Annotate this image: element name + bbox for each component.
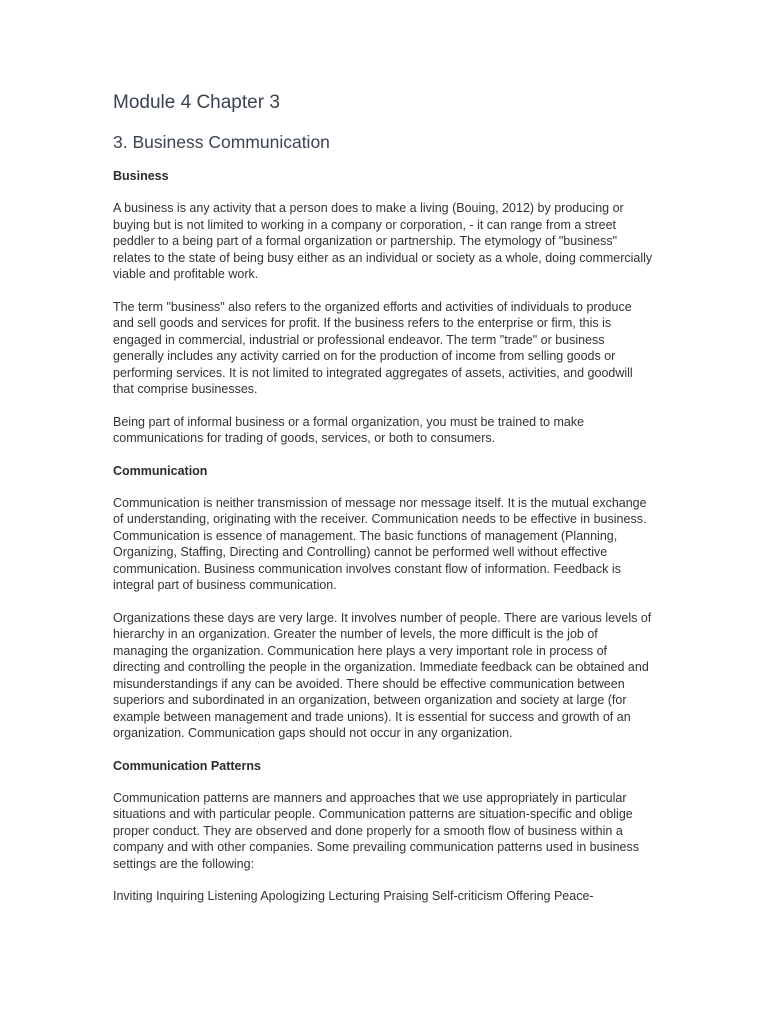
- section-heading-patterns: Communication Patterns: [113, 758, 261, 773]
- section-heading-business: Business: [113, 169, 169, 183]
- patterns-list-line: Inviting Inquiring Listening Apologizing Lecturing Praising Self-criticism Offering Peace-: [113, 889, 594, 903]
- business-paragraph-2: The term "business" also refers to the organized efforts and activities of individuals to produce and sell goods and services for profit. If the business refers to the enterprise or firm, this is engaged in commercial, industrial or professional endeavor. The term "trade" or business generally includes any activity carried on for the production of income from selling goods or performing services. It is not limited to integrated aggregates of assets, activities, and goodwill that comprise businesses.: [113, 299, 633, 396]
- section-heading-communication: Communication: [113, 463, 208, 478]
- business-paragraph-1: A business is any activity that a person does to make a living (Bouing, 2012) by producing or buying but is not limited to working in a company or corporation, - it can range from a street peddler to a being part of a formal organization or partnership. The etymology of "business" relates to the state of being busy either as an individual or society as a whole, doing commercially viable and profitable work.: [113, 201, 653, 281]
- communication-paragraph-1: Communication is neither transmission of message nor message itself. It is the mutual exchange of understanding, originating with the receiver. Communication needs to be effective in business. Communication is essence of management. The basic functions of management (Planning, Organizing, Staffing, Directing and Controlling) cannot be performed well without effective communication. Business communication involves constant flow of information. Feedback is integral part of business communication.: [113, 495, 647, 592]
- patterns-paragraph-1: Communication patterns are manners and approaches that we use appropriately in particular situations and with particular people. Communication patterns are situation-specific and oblige proper conduct. They are observed and done properly for a smooth flow of business within a company and with other companies. Some prevailing communication patterns used in business settings are the following:: [113, 790, 639, 871]
- document-page: [113, 90, 653, 921]
- module-title: Module 4 Chapter 3: [113, 92, 280, 113]
- communication-paragraph-2: Organizations these days are very large. It involves number of people. There are various levels of hierarchy in an organization. Greater the number of levels, the more difficult is the job of managing the organization. Communication here plays a very important role in process of directing and controlling the people in the organization. Immediate feedback can be obtained and misunderstandings if any can be avoided. There should be effective communication between superiors and subordinated in an organization, between organization and society at large (for example between management and trade unions). It is essential for success and growth of an organization. Communication gaps should not occur in any organization.: [113, 610, 652, 740]
- business-paragraph-3: Being part of informal business or a formal organization, you must be trained to make communications for trading of goods, services, or both to consumers.: [113, 414, 585, 445]
- chapter-title: 3. Business Communication: [113, 132, 330, 152]
